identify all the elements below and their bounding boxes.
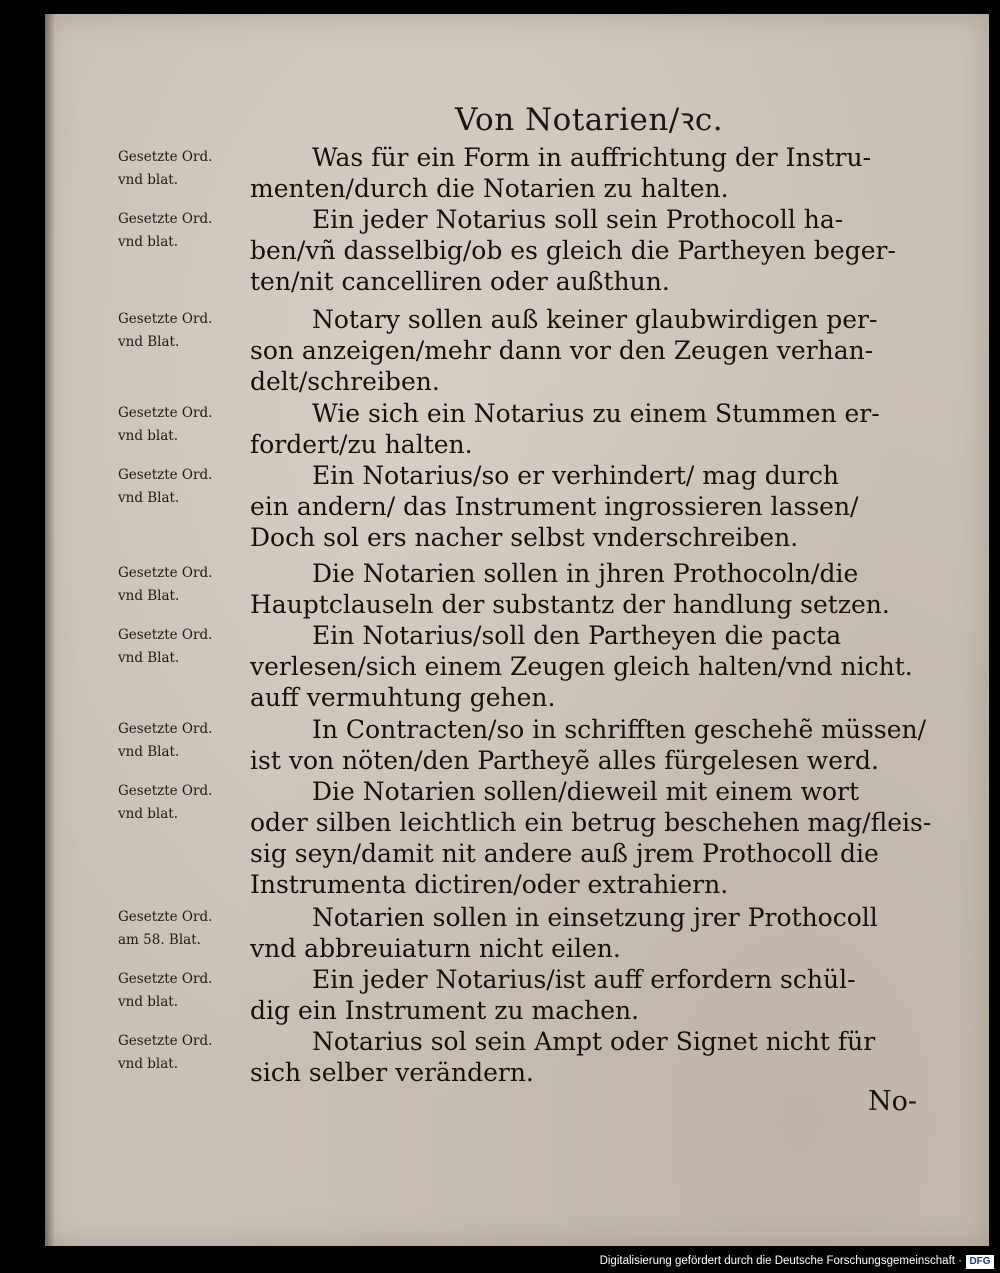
margin-note-line: vnd Blat. — [118, 588, 180, 604]
text-line: delt/schreiben. — [250, 367, 440, 396]
margin-note-line: Gesetzte Ord. — [118, 627, 213, 643]
text-line: ein andern/ das Instrument ingrossieren lassen/ — [250, 492, 859, 521]
text-line: Ein jeder Notarius soll sein Prothocoll ha- — [312, 205, 844, 234]
text-line: dig ein Instrument zu machen. — [250, 996, 640, 1025]
catchword: No- — [868, 1086, 918, 1117]
paragraph — [250, 398, 936, 460]
paragraph — [250, 964, 936, 1026]
footer-credit: Digitalisierung gefördert durch die Deutsche Forschungsgemeinschaft · — [599, 1255, 962, 1267]
text-line: Instrumenta dictiren/oder extrahiern. — [250, 870, 729, 899]
text-line: Wie sich ein Notarius zu einem Stummen er- — [312, 399, 880, 428]
margin-note — [118, 402, 250, 448]
text-line: Ein Notarius/so er verhindert/ mag durch — [312, 461, 839, 490]
margin-note-line: Gesetzte Ord. — [118, 721, 213, 737]
text-line: sig seyn/damit nit andere auß jrem Prothocoll die — [250, 839, 879, 868]
margin-note-line: Gesetzte Ord. — [118, 565, 213, 581]
text-line: vnd abbreuiaturn nicht eilen. — [250, 934, 621, 963]
margin-note-line: vnd Blat. — [118, 334, 180, 350]
margin-note — [118, 1030, 250, 1076]
text-line: ist von nöten/den Partheyẽ alles fürgelesen werd. — [250, 746, 879, 775]
paragraph — [250, 776, 936, 900]
margin-note-line: Gesetzte Ord. — [118, 971, 213, 987]
margin-note-line: vnd blat. — [118, 428, 178, 444]
margin-note-line: Gesetzte Ord. — [118, 467, 213, 483]
text-line: Doch sol ers nacher selbst vnderschreiben. — [250, 523, 799, 552]
text-line: fordert/zu halten. — [250, 430, 473, 459]
margin-note — [118, 562, 250, 608]
margin-note-line: Gesetzte Ord. — [118, 783, 213, 799]
paragraph — [250, 902, 936, 964]
paragraph — [250, 714, 936, 776]
margin-note-line: Gesetzte Ord. — [118, 311, 213, 327]
paragraph — [250, 142, 936, 204]
margin-note-line: vnd Blat. — [118, 490, 180, 506]
text-line: Die Notarien sollen/dieweil mit einem wort — [312, 777, 860, 806]
text-line: ten/nit cancelliren oder außthun. — [250, 267, 670, 296]
running-head: Von Notarien/ꝛc. — [455, 102, 724, 138]
text-line: Notarius sol sein Ampt oder Signet nicht für — [312, 1027, 876, 1056]
margin-note — [118, 968, 250, 1014]
margin-note-line: vnd blat. — [118, 234, 178, 250]
margin-note — [118, 906, 250, 952]
margin-note-line: Gesetzte Ord. — [118, 909, 213, 925]
text-line: Ein Notarius/soll den Partheyen die pacta — [312, 621, 842, 650]
margin-note — [118, 780, 250, 826]
margin-note-line: vnd blat. — [118, 172, 178, 188]
dfg-logo: DFG — [966, 1255, 994, 1269]
text-line: Hauptclauseln der substantz der handlung setzen. — [250, 590, 890, 619]
text-line: oder silben leichtlich ein betrug beschehen mag/fleis- — [250, 808, 932, 837]
margin-note — [118, 208, 250, 254]
margin-note-line: Gesetzte Ord. — [118, 1033, 213, 1049]
text-line: menten/durch die Notarien zu halten. — [250, 174, 729, 203]
text-line: ben/vñ dasselbig/ob es gleich die Partheyen beger- — [250, 236, 896, 265]
page-gutter-shadow — [45, 14, 55, 1246]
margin-note — [118, 308, 250, 354]
margin-note-line: vnd blat. — [118, 994, 178, 1010]
text-line: son anzeigen/mehr dann vor den Zeugen verhan- — [250, 336, 874, 365]
text-line: verlesen/sich einem Zeugen gleich halten/vnd nicht. — [250, 652, 913, 681]
margin-note-line: vnd blat. — [118, 806, 178, 822]
margin-note — [118, 146, 250, 192]
text-line: sich selber verändern. — [250, 1058, 534, 1087]
paragraph — [250, 1026, 936, 1088]
text-line: Notary sollen auß keiner glaubwirdigen per- — [312, 305, 878, 334]
margin-note — [118, 464, 250, 510]
text-line: Die Notarien sollen in jhren Prothocoln/die — [312, 559, 859, 588]
text-line: Notarien sollen in einsetzung jrer Prothocoll — [312, 903, 878, 932]
paragraph — [250, 460, 936, 553]
margin-note-line: Gesetzte Ord. — [118, 405, 213, 421]
paragraph — [250, 304, 936, 397]
footer-bar — [0, 1252, 1000, 1273]
margin-note-line: Gesetzte Ord. — [118, 149, 213, 165]
margin-note-line: am 58. Blat. — [118, 932, 201, 948]
paragraph — [250, 620, 936, 713]
margin-note-line: Gesetzte Ord. — [118, 211, 213, 227]
text-line: auff vermuhtung gehen. — [250, 683, 556, 712]
paragraph — [250, 204, 936, 297]
paragraph — [250, 558, 936, 620]
text-line: In Contracten/so in schrifften geschehẽ müssen/ — [312, 715, 927, 744]
margin-note — [118, 718, 250, 764]
text-line: Ein jeder Notarius/ist auff erfordern schül- — [312, 965, 856, 994]
text-line: Was für ein Form in auffrichtung der Instru- — [312, 143, 872, 172]
margin-note — [118, 624, 250, 670]
margin-note-line: vnd Blat. — [118, 744, 180, 760]
margin-note-line: vnd Blat. — [118, 650, 180, 666]
margin-note-line: vnd blat. — [118, 1056, 178, 1072]
